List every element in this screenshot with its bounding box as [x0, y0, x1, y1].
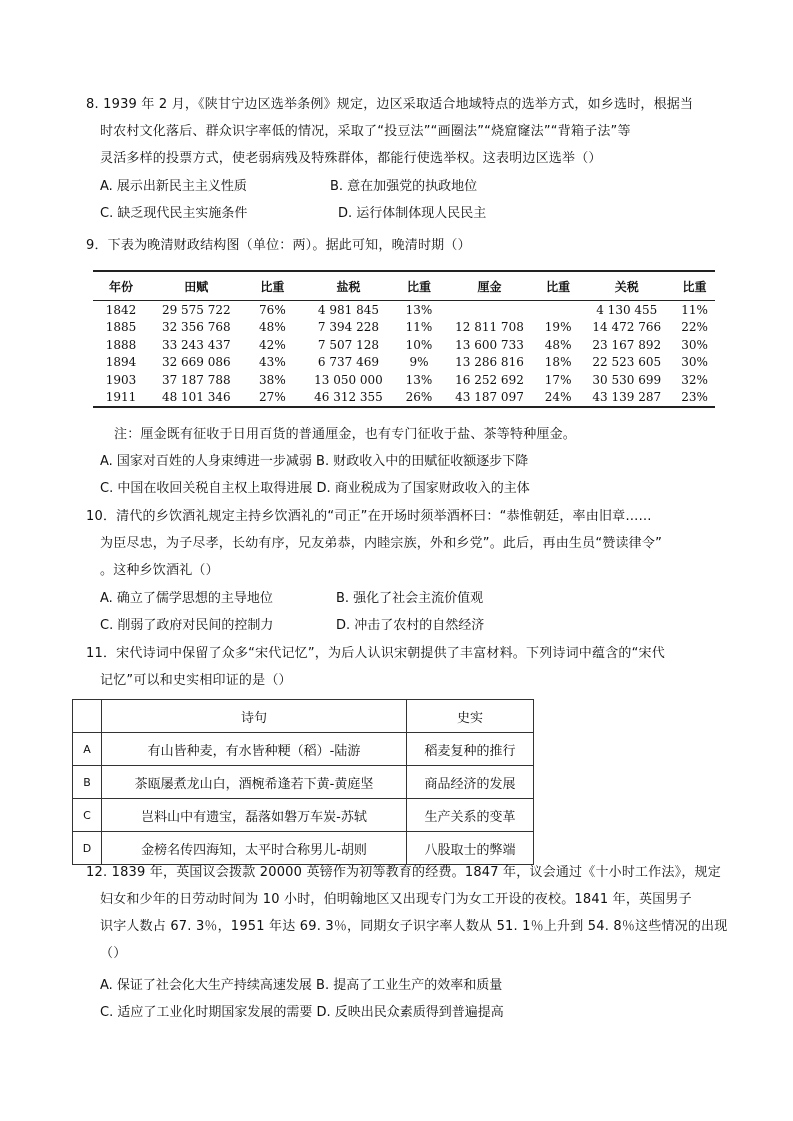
finance-table-cell: 6 737 469 [317, 355, 379, 370]
finance-table-cell: 13% [405, 302, 433, 317]
finance-table-cell: 23% [681, 390, 708, 405]
header-customs: 关税 [614, 279, 639, 294]
option-letter: C [73, 799, 102, 832]
finance-table-cell: 13 286 816 [455, 355, 524, 370]
header-poem-line: 诗句 [102, 700, 407, 733]
q10-option-c[interactable]: C. 削弱了政府对民间的控制力 [100, 618, 274, 633]
finance-table-cell: 43% [259, 355, 286, 370]
finance-table-cell: 14 472 766 [592, 320, 662, 335]
finance-table-cell: 1842 [105, 302, 137, 317]
poetry-table-row [73, 832, 534, 865]
poem-line: 茶瓯屡煮龙山白，酒椀希逢若下黄-黄庭坚 [102, 766, 407, 799]
header-ratio-3: 比重 [546, 279, 571, 294]
finance-table-cell: 18% [544, 355, 572, 370]
q10-stem-line-2: 为臣尽忠，为子尽孝，长幼有序，兄友弟恭，内睦宗族，外和乡党”。此后，再由生员“赞读律令” [100, 536, 663, 551]
historical-fact: 商品经济的发展 [407, 766, 534, 799]
poetry-table-row [73, 733, 534, 766]
finance-table-cell: 7 394 228 [317, 320, 379, 335]
finance-table-cell: 16 252 692 [455, 372, 524, 387]
finance-table-row [93, 336, 715, 354]
finance-table-cell: 12 811 708 [455, 320, 524, 335]
finance-table-cell: 30% [681, 337, 708, 352]
q8-option-d[interactable]: D. 运行体制体现人民民主 [338, 206, 487, 221]
finance-table-cell: 7 507 128 [317, 337, 379, 352]
q12-options-a-b[interactable]: A. 保证了社会化大生产持续高速发展 B. 提高了工业生产的效率和质量 [100, 978, 503, 993]
finance-table-row [93, 301, 715, 319]
q9-table-note: 注：厘金既有征收于日用百货的普通厘金，也有专门征收于盐、茶等特种厘金。 [114, 427, 577, 442]
q10-option-b[interactable]: B. 强化了社会主流价值观 [336, 591, 484, 606]
finance-table-cell: 22% [681, 320, 708, 335]
finance-table-cell: 4 130 455 [596, 302, 658, 317]
finance-table-cell: 43 139 287 [592, 390, 662, 405]
finance-table-cell: 76% [259, 302, 286, 317]
q11-stem-line-2: 记忆”可以和史实相印证的是（） [100, 673, 292, 688]
option-letter: B [73, 766, 102, 799]
finance-table-cell: 24% [544, 390, 572, 405]
finance-table-cell: 33 243 437 [161, 337, 231, 352]
finance-table-cell: 11% [405, 320, 433, 335]
poetry-table-row [73, 799, 534, 832]
finance-table-cell: 11% [681, 302, 708, 317]
q10-stem-line-3: 。这种乡饮酒礼（） [100, 563, 219, 578]
q10-stem-line-1: 10．清代的乡饮酒礼规定主持乡饮酒礼的“司正”在开场时须举酒杯曰：“恭惟朝廷，率由旧章…… [86, 509, 652, 524]
finance-table-cell: 1894 [105, 355, 137, 370]
finance-table-cell: 22 523 605 [592, 355, 662, 370]
finance-structure-table [93, 270, 715, 408]
finance-table-cell: 43 187 097 [455, 390, 524, 405]
poem-line: 有山皆种麦，有水皆种粳（稻）-陆游 [102, 733, 407, 766]
finance-table-cell: 32% [681, 372, 708, 387]
finance-table-cell: 9% [409, 355, 429, 370]
finance-table-cell: 13 600 733 [455, 337, 524, 352]
finance-table-cell: 23 167 892 [592, 337, 662, 352]
finance-table-cell: 17% [544, 372, 572, 387]
header-blank [73, 700, 102, 733]
finance-table-cell: 13% [405, 372, 433, 387]
historical-fact: 八股取士的弊端 [407, 832, 534, 865]
q9-options-c-d[interactable]: C. 中国在收回关税自主权上取得进展 D. 商业税成为了国家财政收入的主体 [100, 481, 530, 496]
q12-stem-line-4: （） [100, 946, 127, 961]
option-letter: D [73, 832, 102, 865]
q8-stem-line-1: 8. 1939 年 2 月，《陕甘宁边区选举条例》规定，边区采取适合地域特点的选举方式，如乡选时，根据当 [86, 97, 694, 112]
q8-option-b[interactable]: B. 意在加强党的执政地位 [330, 179, 478, 194]
poem-line: 金榜名传四海知，太平时合称男儿-胡则 [102, 832, 407, 865]
finance-table-cell: 26% [405, 390, 433, 405]
finance-table-header-row [93, 271, 715, 301]
q12-stem-line-3: 识字人数占 67. 3％，1951 年达 69. 3％，同期女子识字率人数从 51. 1％上升到 54. 8％这些情况的出现 [100, 919, 728, 934]
header-ratio-2: 比重 [406, 279, 431, 294]
q10-option-d[interactable]: D. 冲击了农村的自然经济 [336, 618, 485, 633]
historical-fact: 稻麦复种的推行 [407, 733, 534, 766]
finance-table-row [93, 354, 715, 372]
finance-table-cell: 42% [259, 337, 286, 352]
finance-table-row [93, 389, 715, 408]
poem-line: 岂料山中有遗宝，磊落如磐万车炭-苏轼 [102, 799, 407, 832]
finance-table-cell: 1888 [105, 337, 137, 352]
finance-table-cell: 48% [259, 320, 286, 335]
q11-stem-line-1: 11．宋代诗词中保留了众多“宋代记忆”，为后人认识宋朝提供了丰富材料。下列诗词中蕴含的“宋代 [86, 646, 665, 661]
header-year: 年份 [109, 279, 134, 294]
q9-options-a-b[interactable]: A. 国家对百姓的人身束缚进一步减弱 B. 财政收入中的田赋征收额逐步下降 [100, 454, 529, 469]
poetry-table-header-row [73, 700, 534, 733]
finance-table-cell: 30% [681, 355, 708, 370]
finance-table-cell: 19% [544, 320, 572, 335]
finance-table-cell [537, 301, 580, 319]
finance-table-cell: 32 669 086 [161, 355, 231, 370]
header-likin: 厘金 [477, 279, 502, 294]
header-historical-fact: 史实 [407, 700, 534, 733]
poetry-table-row [73, 766, 534, 799]
q12-stem-line-1: 12. 1839 年，英国议会拨款 20000 英镑作为初等教育的经费。1847 年，议会通过《十小时工作法》，规定 [86, 865, 721, 880]
finance-table-cell: 4 981 845 [317, 302, 379, 317]
option-letter: A [73, 733, 102, 766]
finance-table-cell: 27% [259, 390, 286, 405]
q8-stem-line-2: 时农村文化落后、群众识字率低的情况，采取了“投豆法”“画圈法”“烧窟窿法”“背箱子法”等 [100, 124, 631, 139]
finance-table-cell: 13 050 000 [314, 372, 383, 387]
finance-table-cell: 48 101 346 [161, 390, 231, 405]
finance-table-cell: 37 187 788 [161, 372, 231, 387]
finance-table-cell: 48% [544, 337, 572, 352]
finance-table-cell [442, 301, 537, 319]
finance-table-cell: 46 312 355 [314, 390, 383, 405]
header-ratio-4: 比重 [682, 279, 707, 294]
finance-table-cell: 1903 [105, 372, 137, 387]
header-land-tax: 田赋 [184, 279, 209, 294]
finance-table-cell: 32 356 768 [161, 320, 231, 335]
finance-table-cell: 1885 [105, 320, 137, 335]
header-ratio-1: 比重 [260, 279, 285, 294]
finance-table-cell: 30 530 699 [592, 372, 662, 387]
q9-stem: 9．下表为晚清财政结构图（单位：两）。据此可知，晚清时期（） [86, 238, 471, 253]
finance-table-cell: 10% [405, 337, 433, 352]
finance-table-row [93, 319, 715, 337]
q8-stem-line-3: 灵活多样的投票方式，使老弱病残及特殊群体，都能行使选举权。这表明边区选举（） [100, 151, 602, 166]
q8-option-c[interactable]: C. 缺乏现代民主实施条件 [100, 206, 248, 221]
historical-fact: 生产关系的变革 [407, 799, 534, 832]
q12-options-c-d[interactable]: C. 适应了工业化时期国家发展的需要 D. 反映出民众素质得到普遍提高 [100, 1005, 504, 1020]
finance-table-cell: 38% [259, 372, 286, 387]
finance-table-cell: 29 575 722 [161, 302, 231, 317]
poetry-history-table [72, 699, 534, 865]
finance-table-cell: 1911 [105, 390, 137, 405]
q10-option-a[interactable]: A. 确立了儒学思想的主导地位 [100, 591, 273, 606]
q8-option-a[interactable]: A. 展示出新民主主义性质 [100, 179, 247, 194]
header-salt-tax: 盐税 [336, 279, 361, 294]
finance-table-row [93, 371, 715, 389]
q12-stem-line-2: 妇女和少年的日劳动时间为 10 小时，伯明翰地区又出现专门为女工开设的夜校。1841 年，英国男子 [100, 892, 692, 907]
